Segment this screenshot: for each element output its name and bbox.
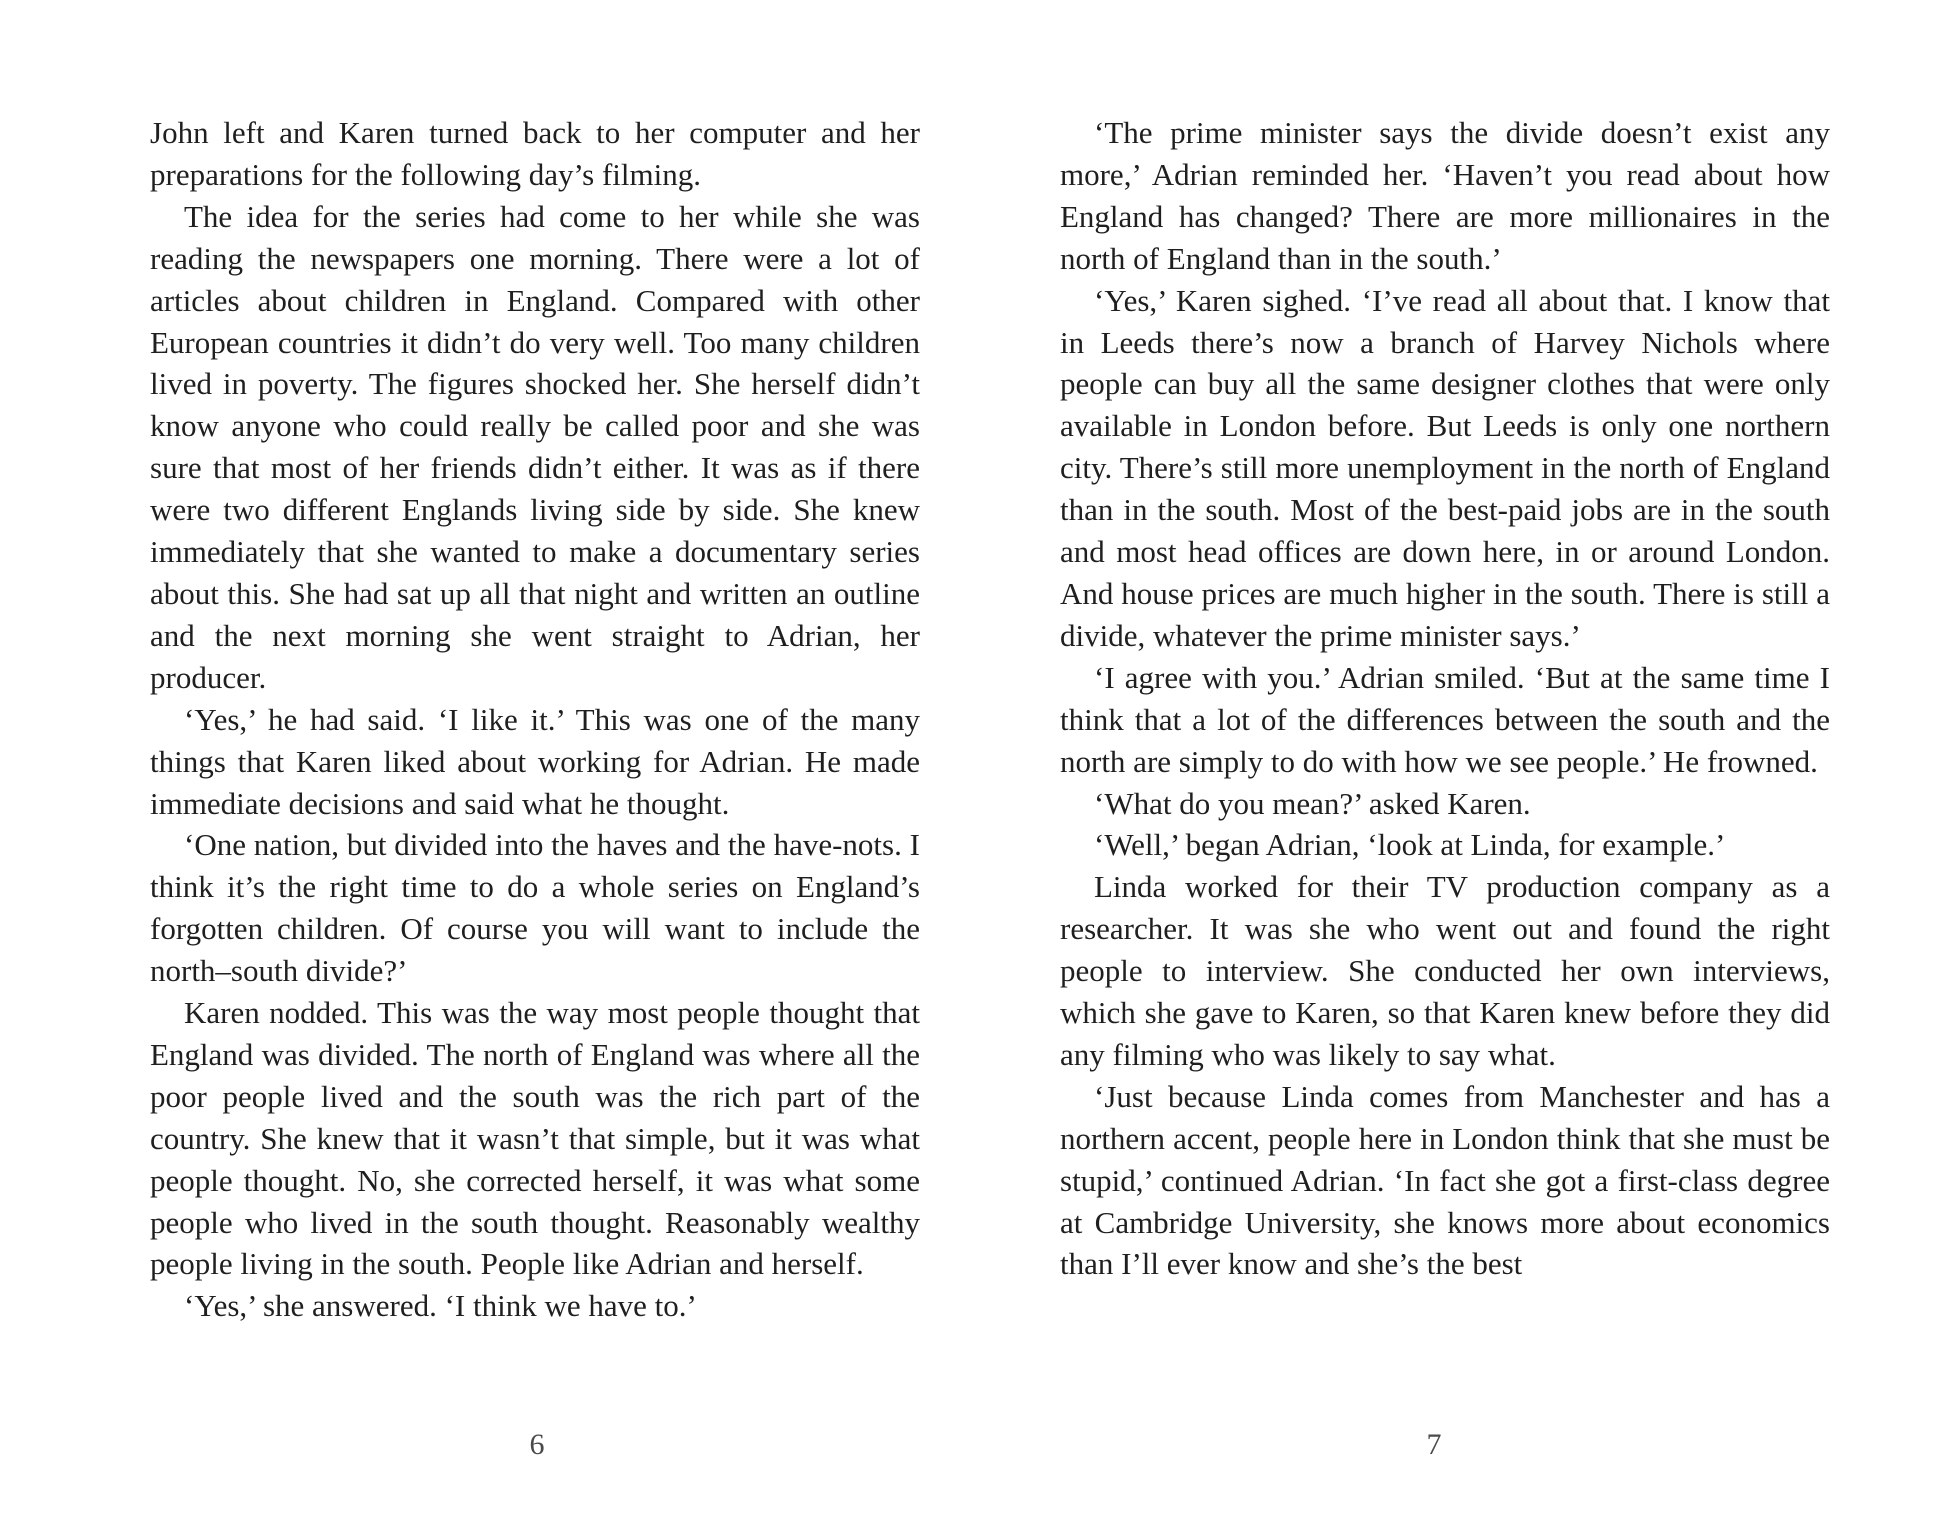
paragraph: ‘Yes,’ he had said. ‘I like it.’ This was one of the many things that Karen liked about working for Adrian. He made immediate decisions and said what he thought. [150, 701, 920, 821]
paragraph: ‘The prime minister says the divide doesn’t exist any more,’ Adrian reminded her. ‘Haven’t you read about how England has changed? There are more millionaires in the north of England than in the south.’ [1060, 115, 1830, 276]
paragraph: ‘Well,’ began Adrian, ‘look at Linda, for example.’ [1094, 827, 1726, 863]
left-page-text [150, 112, 920, 1327]
paragraph: Karen nodded. This was the way most people thought that England was divided. The north of England was where all the poor people lived and the south was the rich part of the country. She knew that it wasn’t that simple, but it was what people thought. No, she corrected herself, it was what some people who lived in the south thought. Reasonably wealthy people living in the south. People like Adrian and herself. [150, 995, 920, 1282]
paragraph: ‘One nation, but divided into the haves and the have-nots. I think it’s the right time to do a whole series on England’s forgotten children. Of course you will want to include the north–south divide?’ [150, 827, 920, 989]
paragraph: ‘Yes,’ Karen sighed. ‘I’ve read all about that. I know that in Leeds there’s now a branch of Harvey Nichols where people can buy all the same designer clothes that were only available in London before. But Leeds is only one northern city. There’s still more unemployment in the north of England than in the south. Most of the best-paid jobs are in the south and most head offices are down here, in or around London. And house prices are much higher in the south. There is still a divide, whatever the prime minister says.’ [1060, 282, 1830, 653]
paragraph: Linda worked for their TV production company as a researcher. It was she who went out and found the right people to interview. She conducted her own interviews, which she gave to Karen, so that Karen knew before they did any filming who was likely to say what. [1060, 869, 1830, 1072]
paragraph: John left and Karen turned back to her computer and her preparations for the following day’s filming. [150, 115, 920, 192]
page-number: 7 [1426, 1428, 1442, 1461]
paragraph: ‘I agree with you.’ Adrian smiled. ‘But at the same time I think that a lot of the differences between the south and the north are simply to do with how we see people.’ He frowned. [1060, 659, 1830, 779]
paragraph: The idea for the series had come to her while she was reading the newspapers one morning. There were a lot of articles about children in England. Compared with other European countries it didn’t do very well. Too many children lived in poverty. The figures shocked her. She herself didn’t know anyone who could really be called poor and she was sure that most of her friends didn’t either. It was as if there were two different Englands living side by side. She knew immediately that she wanted to make a documentary series about this. She had sat up all that night and written an outline and the next morning she went straight to Adrian, her producer. [150, 198, 920, 695]
paragraph: ‘What do you mean?’ asked Karen. [1094, 785, 1531, 821]
paragraph: ‘Yes,’ she answered. ‘I think we have to.’ [184, 1288, 697, 1324]
page-number: 6 [529, 1428, 545, 1461]
right-page [966, 0, 1933, 1540]
left-page [0, 0, 966, 1540]
right-page-text [1060, 112, 1830, 1285]
paragraph: ‘Just because Linda comes from Manchester and has a northern accent, people here in London think that she must be stupid,’ continued Adrian. ‘In fact she got a first-class degree at Cambridge University, she knows more about economics than I’ll ever know and she’s the best [1060, 1078, 1830, 1282]
